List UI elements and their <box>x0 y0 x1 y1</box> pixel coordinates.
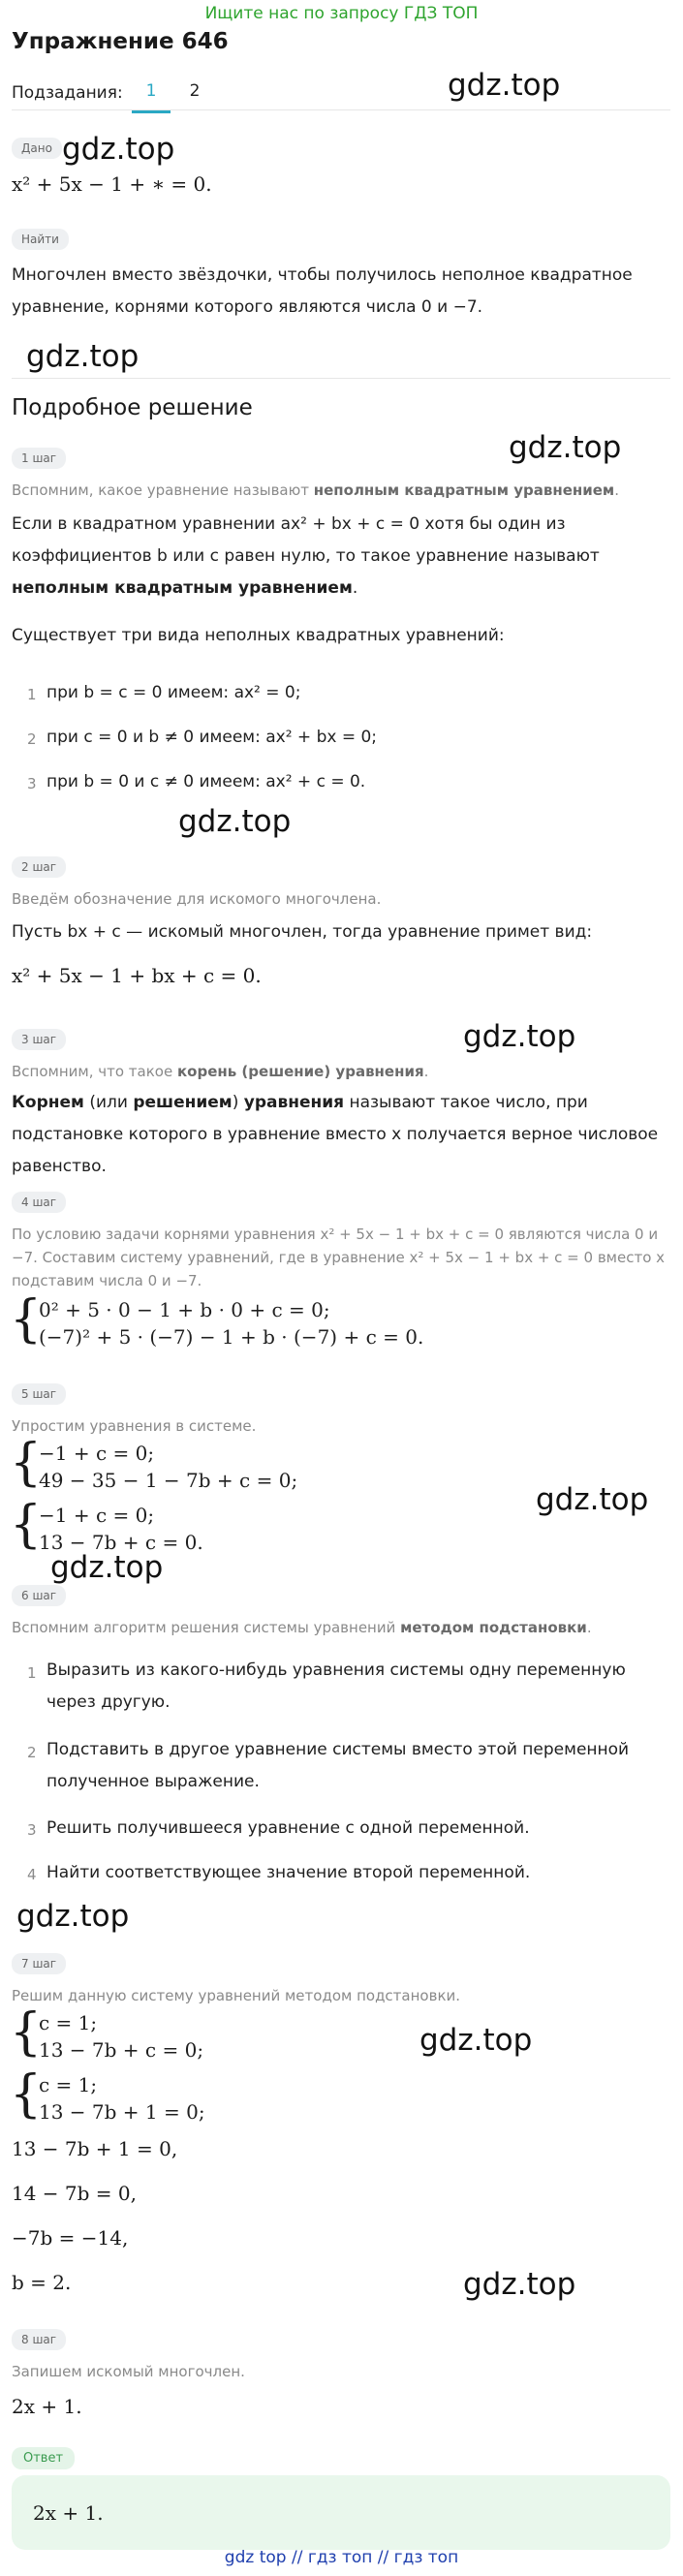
step-2-hint: Введём обозначение для искомого многочлена. <box>12 890 382 908</box>
watermark: gdz.top <box>62 132 175 167</box>
definition-bold: уравнения <box>243 1093 345 1112</box>
watermark: gdz.top <box>536 1482 649 1517</box>
hint-bold: неполным квадратным уравнением <box>313 481 615 499</box>
step-3-chip: 3 шаг <box>12 1029 66 1050</box>
hint-bold: методом подстановки <box>400 1619 587 1636</box>
given-equation: x² + 5x − 1 + ∗ = 0. <box>12 172 212 196</box>
watermark: gdz.top <box>419 2023 533 2058</box>
definition-bold: Корнем <box>12 1093 84 1112</box>
answer-box <box>12 2475 670 2550</box>
system-brace: { <box>10 2065 43 2124</box>
definition-text: (или <box>83 1093 134 1112</box>
subtasks-label: Подзадания: <box>12 83 123 103</box>
watermark: gdz.top <box>463 1019 576 1054</box>
step-1-chip: 1 шаг <box>12 448 66 469</box>
system-line: c = 1; <box>39 2011 98 2034</box>
step-8-chip: 8 шаг <box>12 2329 66 2350</box>
watermark: gdz.top <box>448 68 561 103</box>
list-item-text: Решить получившееся уравнение с одной переменной. <box>47 1818 530 1838</box>
step-3-hint <box>12 1060 675 1083</box>
subtasks-divider <box>12 109 670 110</box>
system-brace: { <box>10 2003 43 2062</box>
step-5-hint: Упростим уравнения в системе. <box>12 1417 257 1435</box>
system-brace: { <box>10 1434 43 1492</box>
step-1-hint <box>12 479 675 502</box>
system-line: −1 + c = 0; <box>39 1442 155 1465</box>
page-title: Упражнение 646 <box>12 29 229 54</box>
paragraph-text: Если в квадратном уравнении ax² + bx + c = 0 хотя бы один из коэффициентов b или c равен нулю, то такое уравнение называют <box>12 514 600 566</box>
subtask-tab-2[interactable]: 2 <box>189 81 201 101</box>
step-6-hint <box>12 1616 675 1639</box>
list-item-text: Подставить в другое уравнение системы вместо этой переменной полученное выражение. <box>47 1740 630 1791</box>
list-item-number: 4 <box>27 1866 37 1883</box>
list-item-number: 3 <box>27 1821 37 1839</box>
step-7-hint: Решим данную систему уравнений методом подстановки. <box>12 1987 461 2004</box>
hint-bold: корень (решение) уравнения <box>176 1063 424 1080</box>
list-item-number: 1 <box>27 686 37 703</box>
subtask-tab-1[interactable]: 1 <box>132 81 171 113</box>
hint-end: . <box>586 1619 592 1636</box>
definition-text: ) <box>232 1093 244 1112</box>
hint-text: Вспомним, какое уравнение называют <box>12 481 314 499</box>
derivation-line: 13 − 7b + 1 = 0, <box>12 2137 178 2160</box>
system-line: −1 + c = 0; <box>39 1504 155 1527</box>
system-line: 13 − 7b + c = 0. <box>39 1531 203 1554</box>
footer-links[interactable]: gdz top // гдз топ // гдз топ <box>224 2548 459 2567</box>
definition-bold: решением <box>133 1093 233 1112</box>
system-line: 49 − 35 − 1 − 7b + c = 0; <box>39 1469 298 1492</box>
list-item-text: при c = 0 и b ≠ 0 имеем: ax² + bx = 0; <box>47 728 378 747</box>
system-line: c = 1; <box>39 2073 98 2096</box>
definition-text: называют такое число, при подстановке которого в уравнение вместо x получается верное числовое равенство. <box>12 1093 659 1176</box>
derivation-line: b = 2. <box>12 2271 72 2294</box>
system-line: 13 − 7b + c = 0; <box>39 2038 204 2062</box>
watermark: gdz.top <box>463 2267 576 2302</box>
step-3-definition <box>12 1087 670 1183</box>
hint-text: Вспомним, что такое <box>12 1063 177 1080</box>
list-item-text: при b = c = 0 имеем: ax² = 0; <box>47 683 301 702</box>
list-item-number: 2 <box>27 1744 37 1761</box>
list-item-text: Выразить из какого-нибудь уравнения системы одну переменную через другую. <box>47 1660 626 1712</box>
list-item-text: при b = 0 и c ≠ 0 имеем: ax² + c = 0. <box>47 772 366 791</box>
watermark: gdz.top <box>178 804 292 839</box>
step-6-chip: 6 шаг <box>12 1585 66 1606</box>
paragraph-bold: неполным квадратным уравнением <box>12 578 353 598</box>
step-7-chip: 7 шаг <box>12 1953 66 1974</box>
watermark: gdz.top <box>26 339 140 374</box>
step-1-types-intro: Существует три вида неполных квадратных уравнений: <box>12 626 505 645</box>
list-item-text: Найти соответствующее значение второй переменной. <box>47 1863 531 1882</box>
system-brace: { <box>10 1496 43 1554</box>
top-banner[interactable]: Ищите нас по запросу ГДЗ ТОП <box>204 4 479 23</box>
derivation-line: −7b = −14, <box>12 2226 129 2250</box>
list-item-number: 1 <box>27 1664 37 1682</box>
hint-end: . <box>423 1063 429 1080</box>
find-chip: Найти <box>12 229 69 250</box>
solution-heading: Подробное решение <box>12 395 253 420</box>
list-item-number: 3 <box>27 775 37 792</box>
system-line: 13 − 7b + 1 = 0; <box>39 2100 205 2124</box>
step-2-paragraph: Пусть bx + c — искомый многочлен, тогда уравнение примет вид: <box>12 922 593 942</box>
hint-text: Вспомним алгоритм решения системы уравнений <box>12 1619 401 1636</box>
system-brace: { <box>10 1290 43 1349</box>
step-2-chip: 2 шаг <box>12 856 66 878</box>
watermark: gdz.top <box>509 430 622 465</box>
derivation-line: 14 − 7b = 0, <box>12 2182 138 2205</box>
watermark: gdz.top <box>50 1550 164 1585</box>
find-text: Многочлен вместо звёздочки, чтобы получилось неполное квадратное уравнение, корнями которого являются числа 0 и −7. <box>12 265 633 317</box>
step-1-paragraph <box>12 509 670 605</box>
step-8-hint: Запишем искомый многочлен. <box>12 2363 245 2380</box>
hint-end: . <box>614 481 619 499</box>
step-4-chip: 4 шаг <box>12 1192 66 1213</box>
given-chip: Дано <box>12 138 62 159</box>
system-line: (−7)² + 5 · (−7) − 1 + b · (−7) + c = 0. <box>39 1325 424 1349</box>
system-line: 0² + 5 · 0 − 1 + b · 0 + c = 0; <box>39 1298 330 1321</box>
paragraph-end: . <box>352 578 358 598</box>
answer-chip: Ответ <box>12 2447 75 2469</box>
step-2-equation: x² + 5x − 1 + bx + c = 0. <box>12 964 262 987</box>
list-item-number: 2 <box>27 730 37 748</box>
step-4-hint: По условию задачи корнями уравнения x² + 5x − 1 + bx + c = 0 являются числа 0 и −7. Составим систему уравнений, где в уравнение x² + 5x − 1 + bx + c = 0 вместо x подставим числа 0 и −7. <box>12 1226 666 1289</box>
watermark: gdz.top <box>16 1899 130 1934</box>
step-5-chip: 5 шаг <box>12 1383 66 1405</box>
step-8-equation: 2x + 1. <box>12 2395 82 2418</box>
section-divider <box>12 378 670 379</box>
answer-value: 2x + 1. <box>33 2501 104 2525</box>
